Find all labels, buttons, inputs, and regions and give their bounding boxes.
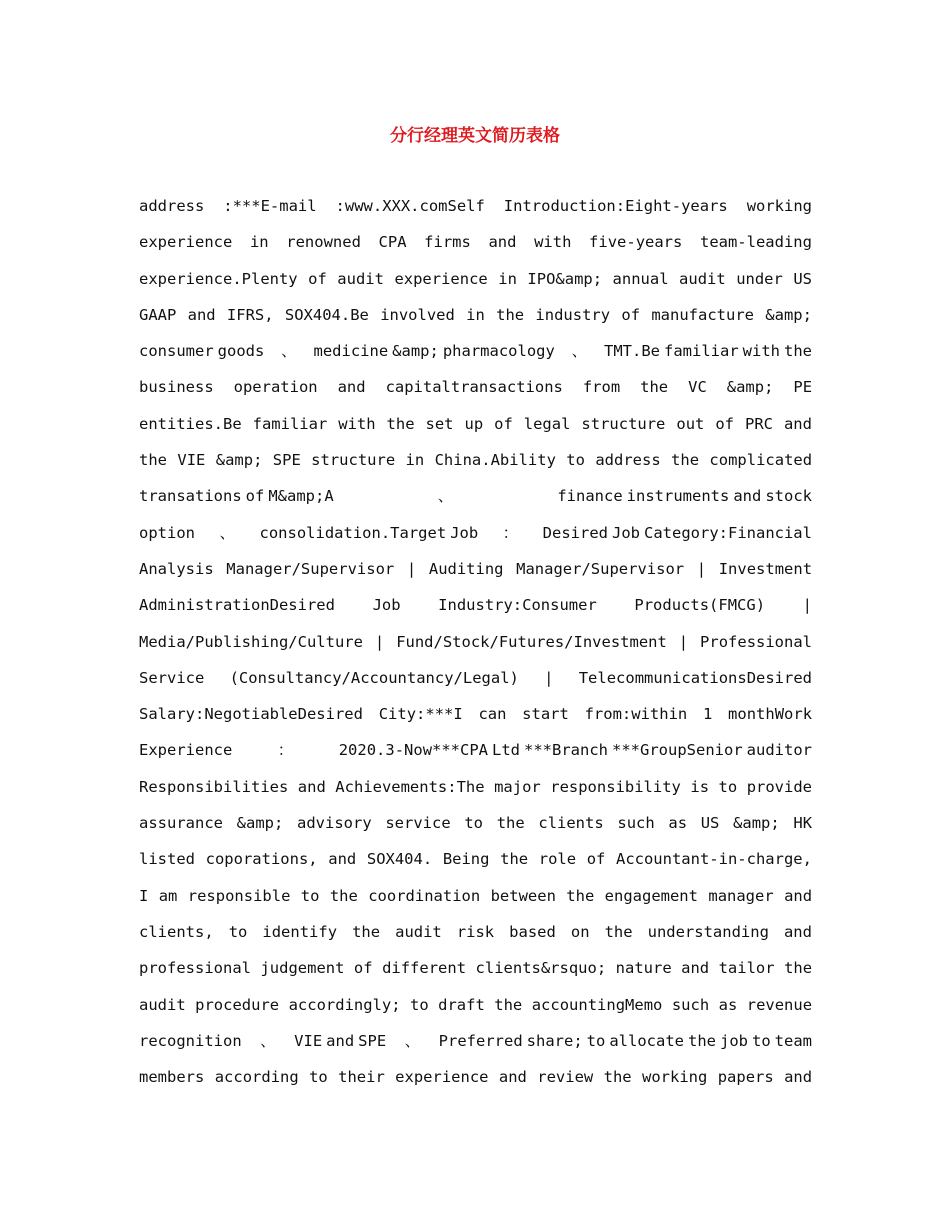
body-line: Analysis Manager/Supervisor | Auditing Manager/Supervisor | Investment [139, 559, 812, 578]
body-line: address :***E-mail :www.XXX.comSelf Introduction:Eight-years working [139, 197, 812, 215]
body-line: Salary:NegotiableDesired City:***I can start from:within 1 monthWork [139, 705, 812, 724]
body-line: entities.Be familiar with the set up of legal structure out of PRC and [139, 414, 812, 433]
body-line: consumer goods、medicine &amp; pharmacology、TMT.Be familiar with the [139, 342, 812, 361]
body-line: listed coporations, and SOX404. Being the role of Accountant-in-charge, [139, 850, 812, 869]
body-line: option 、 consolidation.Target Job ： Desired Job Category:Financial [139, 523, 812, 542]
body-line: AdministrationDesired Job Industry:Consumer Products(FMCG) | [139, 596, 812, 615]
body-line: professional judgement of different clients&rsquo; nature and tailor the [139, 959, 812, 978]
body-line: Experience ： 2020.3-Now***CPA Ltd ***Branch ***GroupSenior auditor [139, 741, 812, 760]
body-line: Responsibilities and Achievements:The major responsibility is to provide [139, 777, 812, 796]
body-line: Service (Consultancy/Accountancy/Legal) | TelecommunicationsDesired [139, 668, 812, 687]
body-line: assurance &amp; advisory service to the clients such as US &amp; HK [139, 814, 812, 833]
body-line: experience.Plenty of audit experience in IPO&amp; annual audit under US [139, 269, 812, 288]
body-line: the VIE &amp; SPE structure in China.Ability to address the complicated [139, 451, 812, 470]
body-line: I am responsible to the coordination between the engagement manager and [139, 886, 812, 905]
body-line: clients, to identify the audit risk based on the understanding and [139, 922, 812, 941]
body-line: Media/Publishing/Culture | Fund/Stock/Futures/Investment | Professional [139, 632, 812, 651]
body-line: recognition、VIE and SPE、Preferred share; to allocate the job to team [139, 1031, 812, 1050]
page-title: 分行经理英文简历表格 [390, 126, 560, 146]
body-line: business operation and capitaltransactions from the VC &amp; PE [139, 378, 812, 397]
body-line: GAAP and IFRS, SOX404.Be involved in the industry of manufacture &amp; [139, 305, 812, 324]
body-line: members according to their experience and review the working papers and [139, 1068, 812, 1087]
body-line: audit procedure accordingly; to draft the accountingMemo such as revenue [139, 995, 812, 1014]
body-line: experience in renowned CPA firms and with five-years team-leading [139, 233, 812, 252]
body-line: transations of M&amp;A 、 finance instruments and stock [139, 487, 812, 506]
resume-body [139, 188, 812, 1095]
